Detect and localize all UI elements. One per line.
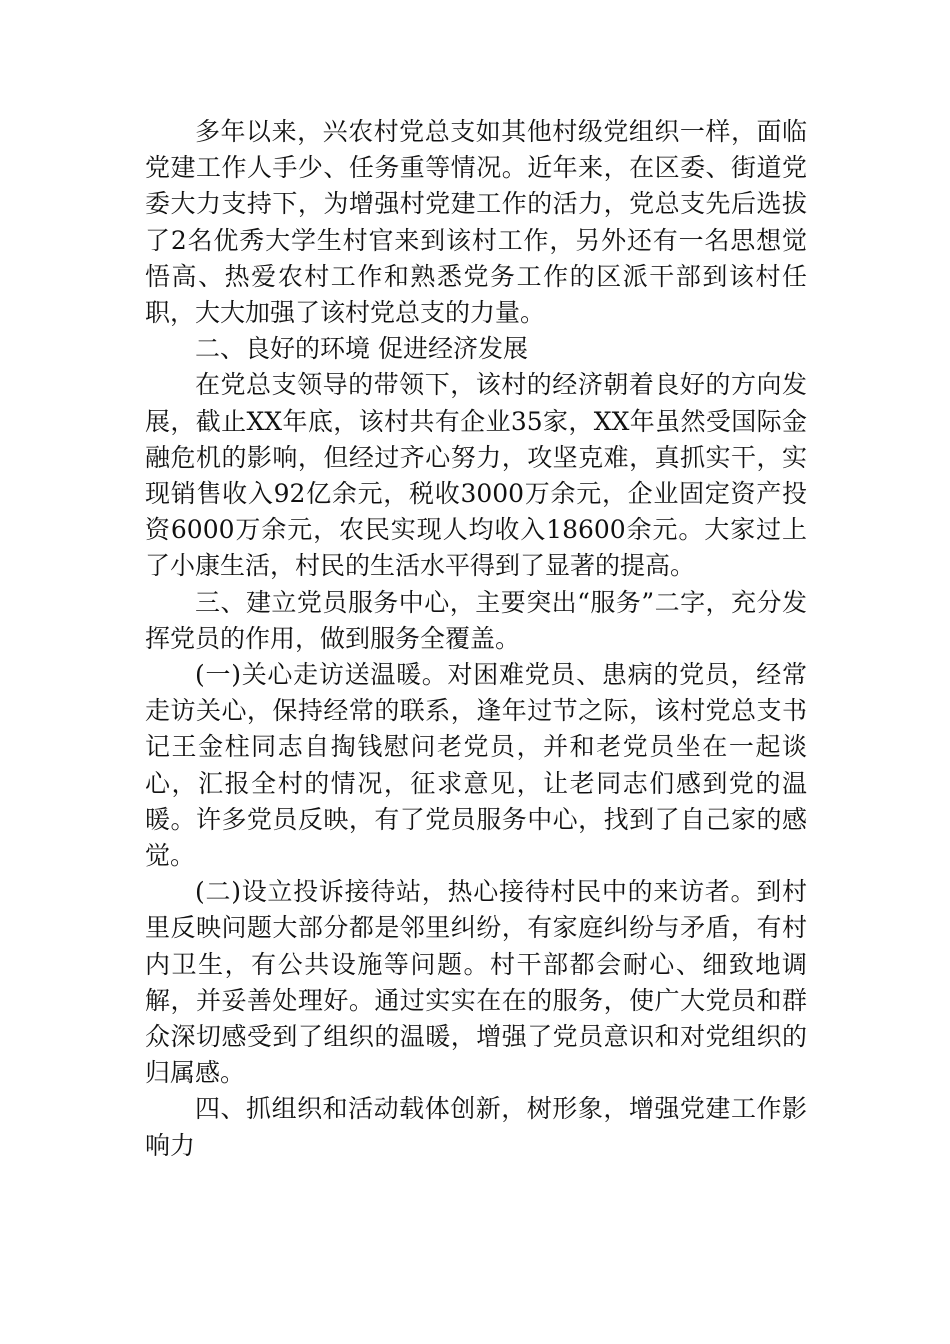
section-heading-two: 二、良好的环境 促进经济发展 xyxy=(195,334,528,364)
section-heading-three: 三、建立党员服务中心，主要突出“服务”二字，充分发挥党员的作用，做到服务全覆盖。 xyxy=(145,587,807,653)
paragraph-economy: 在党总支领导的带领下，该村的经济朝着良好的方向发展，截止XX年底，该村共有企业35家，XX年虽然受国际金融危机的影响，但经过齐心努力，攻坚克难，真抓实干，实现销售收入92亿余元，税收3000万余元，企业固定资产投资6000万余元，农民实现人均收入18600余元。大家过上了小康生活，村民的生活水平得到了显著的提高。 xyxy=(145,370,807,581)
paragraph-intro: 多年以来，兴农村党总支如其他村级党组织一样，面临党建工作人手少、任务重等情况。近年来，在区委、街道党委大力支持下，为增强村党建工作的活力，党总支先后选拔了2名优秀大学生村官来到该村工作，另外还有一名思想觉悟高、热爱农村工作和熟悉党务工作的区派干部到该村任职，大大加强了该村党总支的力量。 xyxy=(145,117,807,328)
section-heading-four: 四、抓组织和活动载体创新，树形象，增强党建工作影响力 xyxy=(145,1094,807,1160)
paragraph-complaints: (二)设立投诉接待站，热心接待村民中的来访者。到村里反映问题大部分都是邻里纠纷，有家庭纠纷与矛盾，有村内卫生，有公共设施等问题。村干部都会耐心、细致地调解，并妥善处理好。通过实实在在的服务，使广大党员和群众深切感受到了组织的温暖，增强了党员意识和对党组织的归属感。 xyxy=(145,877,807,1088)
document-body xyxy=(145,114,807,1164)
paragraph-visits: (一)关心走访送温暖。对困难党员、患病的党员，经常走访关心，保持经常的联系，逢年过节之际，该村党总支书记王金柱同志自掏钱慰问老党员，并和老党员坐在一起谈心，汇报全村的情况，征求意见，让老同志们感到党的温暖。许多党员反映，有了党员服务中心，找到了自己家的感觉。 xyxy=(145,660,807,871)
